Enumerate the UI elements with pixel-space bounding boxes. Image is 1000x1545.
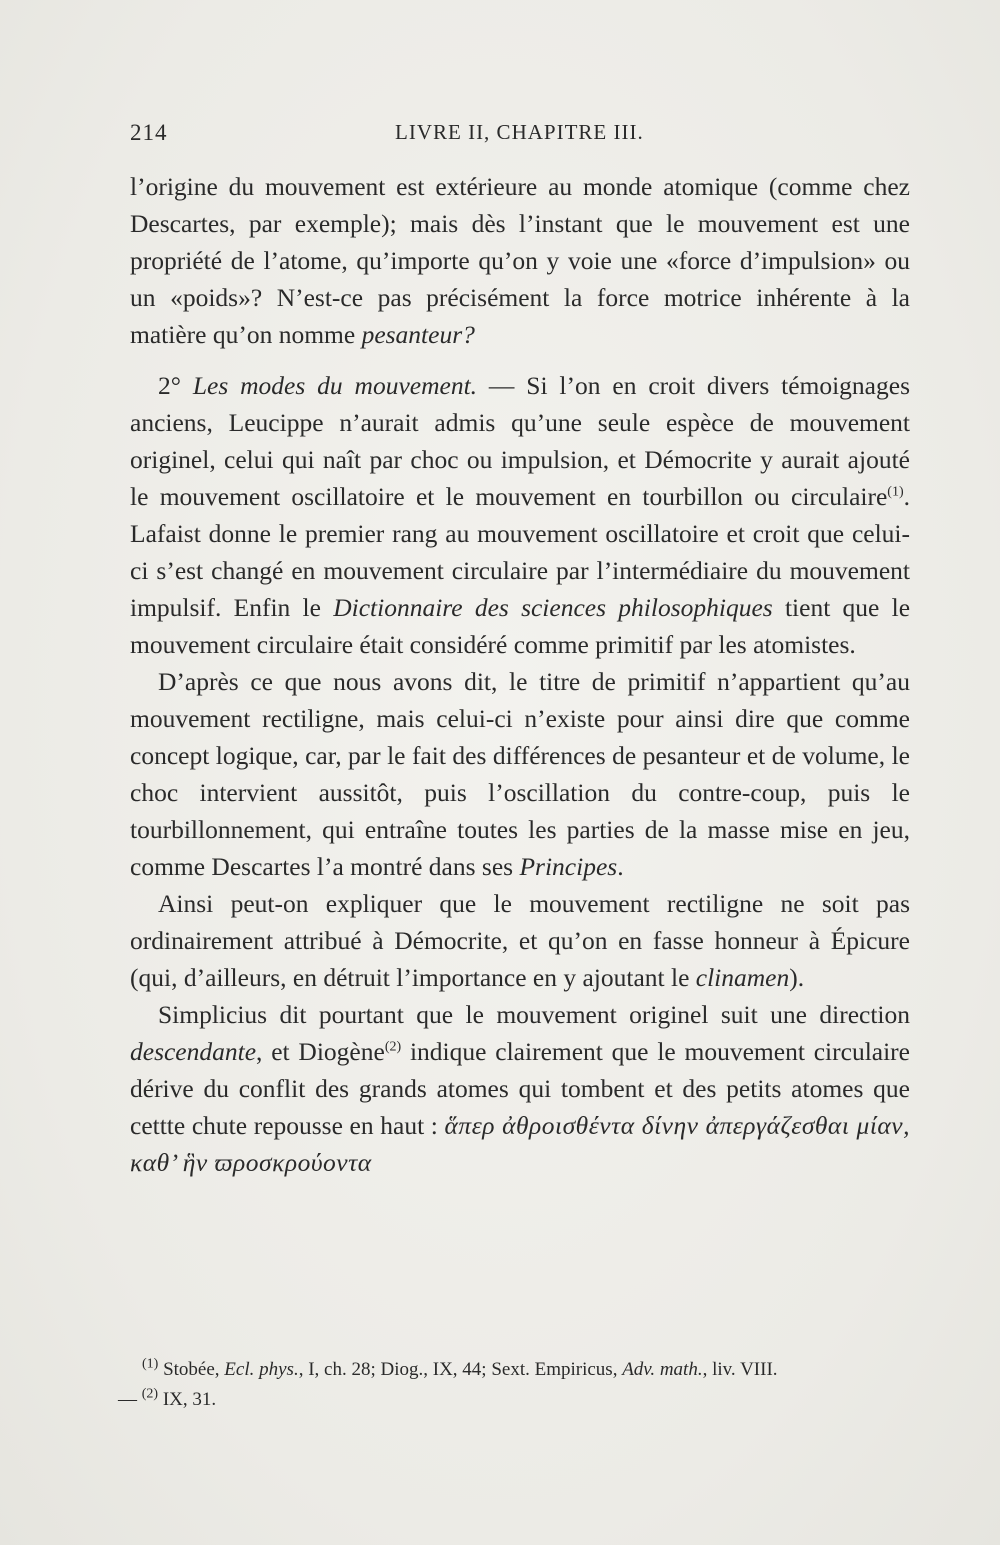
body-text <box>130 168 910 1181</box>
section-heading: Les modes du mouvement. <box>192 371 478 400</box>
section-number: 2° <box>158 371 181 400</box>
paragraph-2 <box>130 367 910 663</box>
footnotes <box>118 1355 898 1415</box>
text-run: Ainsi peut-on expliquer que le mouvement rectiligne ne soit pas ordinairement attribué à Démocrite, et qu’on en fasse honneur à Épicure (qui, d’ailleurs, en détruit l’importance en y ajoutant le <box>130 889 910 992</box>
text-run: , et Diogène <box>256 1037 385 1066</box>
footnote-1 <box>118 1355 898 1385</box>
page-number: 214 <box>130 120 168 145</box>
footnote-text: IX, 31. <box>158 1389 217 1410</box>
footnote-text: , I, ch. 28; Diog., IX, 44; Sext. Empiricus, <box>298 1359 623 1380</box>
footnote-dash: — <box>118 1389 142 1410</box>
footnote-ref-2[interactable]: (2) <box>384 1039 402 1055</box>
italic-run: Principes <box>519 852 618 881</box>
paragraph-5 <box>130 996 910 1181</box>
text-run: indique clairement que le mouvement circulaire dérive du conflit des grands atomes qui tombent et des petits atomes que cettte chute repousse en haut : <box>130 1037 910 1140</box>
text-run: — Si l’on en croit divers témoignages anciens, Leucippe n’aurait admis qu’une seule espèce de mouvement originel, celui qui naît par choc ou impulsion, et Démocrite y aurait ajouté le mouvement oscillatoire et le mouvement en tourbillon ou circulaire <box>130 371 910 511</box>
text-run: . <box>617 852 624 881</box>
footnote-2 <box>118 1385 898 1415</box>
text-run: tient que le mouvement circulaire était considéré comme primitif par les atomistes. <box>130 593 911 659</box>
italic-run: clinamen <box>695 963 790 992</box>
footnote-mark-1: (1) <box>142 1356 159 1372</box>
italic-run: Dictionnaire des sciences philosophiques <box>333 593 773 622</box>
greek-quotation: ἅπερ ἀθροισθέντα δίνην ἀπεργάζεσθαι μίαν, καθ’ ἣν ϖροσκρούοντα <box>130 1111 910 1177</box>
running-title: LIVRE II, CHAPITRE III. <box>395 120 644 144</box>
text-run: D’après ce que nous avons dit, le titre de primitif n’appartient qu’au mouvement rectiligne, mais celui-ci n’existe pour ainsi dire que comme concept logique, car, par le fait des différences de pesanteur et de volume, le choc intervient aussitôt, puis l’oscillation du contre-coup, puis le tourbillonnement, qui entraîne toutes les parties de la masse mise en jeu, comme Descartes l’a montré dans ses <box>130 667 910 881</box>
footnote-text: , liv. VIII. <box>702 1359 778 1380</box>
footnote-italic: Adv. math. <box>622 1359 703 1380</box>
text-run: l’origine du mouvement est extérieure au monde atomique (comme chez Descartes, par exemple); mais dès l’instant que le mouvement est une propriété de l’atome, qu’importe qu’on y voie une «force d’impulsion» ou un «poids»? N’est-ce pas précisément la force motrice inhérente à la matière qu’on nomme <box>130 172 910 349</box>
paragraph-3 <box>130 663 910 885</box>
italic-run: descendante <box>130 1037 257 1066</box>
text-run: Simplicius dit pourtant que le mouvement originel suit une direction <box>158 1000 910 1029</box>
footnote-text: Stobée, <box>158 1359 225 1380</box>
footnote-mark-2: (2) <box>141 1386 159 1402</box>
italic-run: pesanteur? <box>361 320 475 349</box>
paragraph-4 <box>130 885 910 996</box>
paragraph-1 <box>130 168 910 353</box>
footnote-ref-1[interactable]: (1) <box>887 484 904 500</box>
text-run: ). <box>789 963 805 992</box>
page-header <box>130 120 900 152</box>
text-run: . Lafaist donne le premier rang au mouvement oscillatoire et croit que celui-ci s’est changé en mouvement circulaire par l’intermédiaire du mouvement impulsif. Enfin le <box>130 482 910 622</box>
footnote-italic: Ecl. phys. <box>224 1359 299 1380</box>
